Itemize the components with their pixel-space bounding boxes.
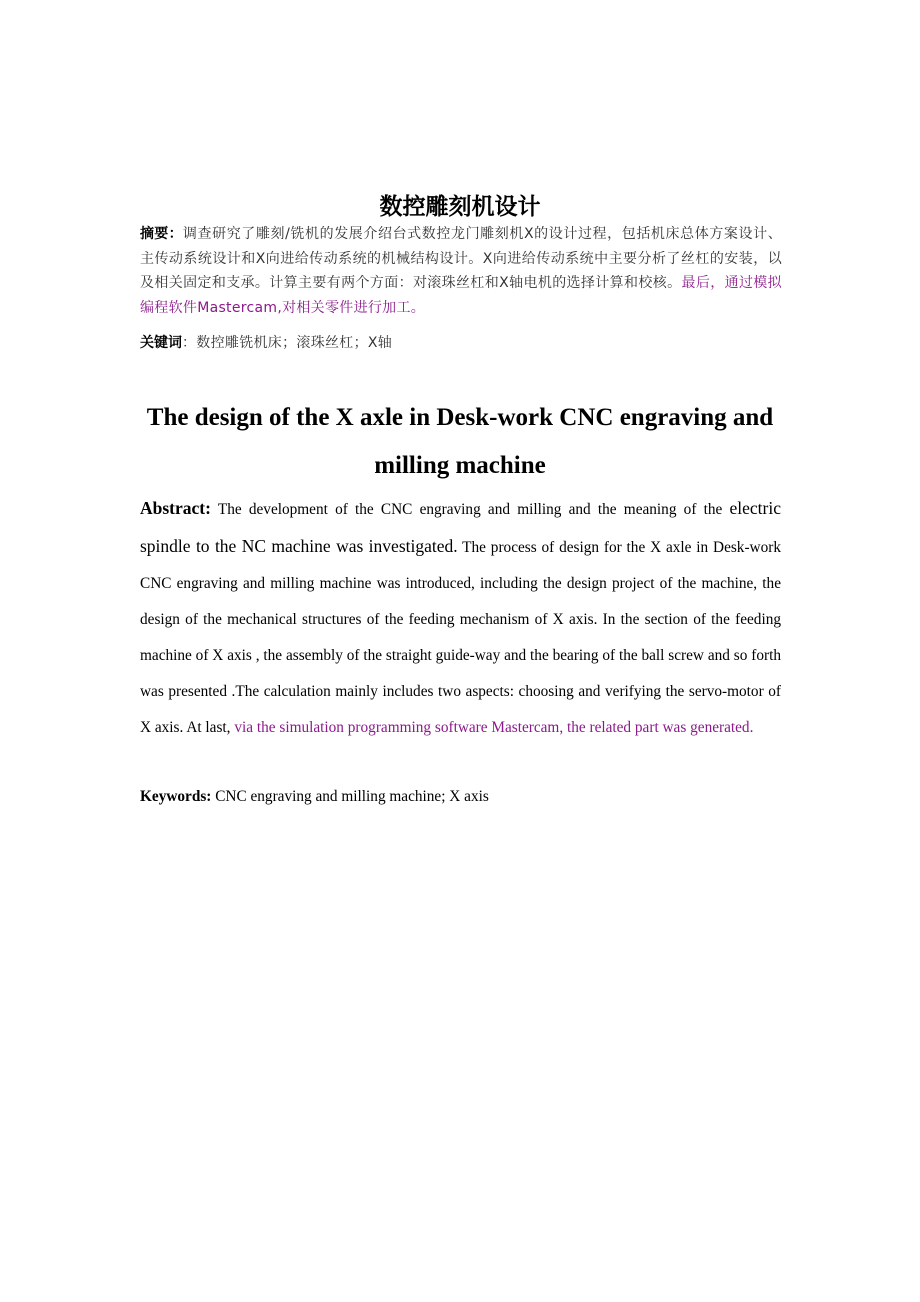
english-keywords <box>140 785 781 809</box>
english-keywords-text: CNC engraving and milling machine; X axis <box>211 788 489 805</box>
english-keywords-label: Keywords: <box>140 788 212 805</box>
english-abstract-text-big: electric spindle to the NC machine was investigated. <box>140 498 781 556</box>
english-abstract-text-1: The development of the CNC engraving and milling and the meaning of the <box>210 501 730 518</box>
chinese-keywords-label: 关键词 <box>140 335 182 351</box>
english-abstract <box>140 490 781 746</box>
chinese-keywords <box>140 331 782 356</box>
english-abstract-label: Abstract: <box>140 498 211 518</box>
chinese-title: 数控雕刻机设计 <box>379 194 541 220</box>
chinese-keywords-text: ：数控雕铣机床；滚珠丝杠；X轴 <box>182 335 393 351</box>
english-abstract-text-2: The process of design for the X axle in Desk-work CNC engraving and milling machine was introduced, including the design project of the machine, the design of the mechanical structures of the feeding mechanism of X axis. In the section of the feeding machine of X axis , the assembly of the straight guide-way and the bearing of the ball screw and so forth was presented .The calculation mainly includes two aspects: choosing and verifying the servo-motor of X axis. At last, <box>140 539 781 736</box>
chinese-abstract-label: 摘要： <box>140 226 183 242</box>
english-title <box>120 394 800 490</box>
chinese-abstract-highlight: 最后，通过模拟编程软件Mastercam,对相关零件进行加工。 <box>140 275 782 316</box>
chinese-abstract <box>140 222 782 320</box>
chinese-abstract-text: 调查研究了雕刻/铣机的发展介绍台式数控龙门雕刻机X的设计过程，包括机床总体方案设计、主传动系统设计和X向进给传动系统的机械结构设计。X向进给传动系统中主要分析了丝杠的安装，以及相关固定和支承。计算主要有两个方面：对滚珠丝杠和X轴电机的选择计算和校核。 <box>140 226 783 291</box>
english-title-line2: milling machine <box>374 452 546 479</box>
english-abstract-highlight: via the simulation programming software Mastercam, the related part was generated. <box>234 719 754 736</box>
english-title-line1: The design of the X axle in Desk-work CNC engraving and <box>146 404 774 431</box>
